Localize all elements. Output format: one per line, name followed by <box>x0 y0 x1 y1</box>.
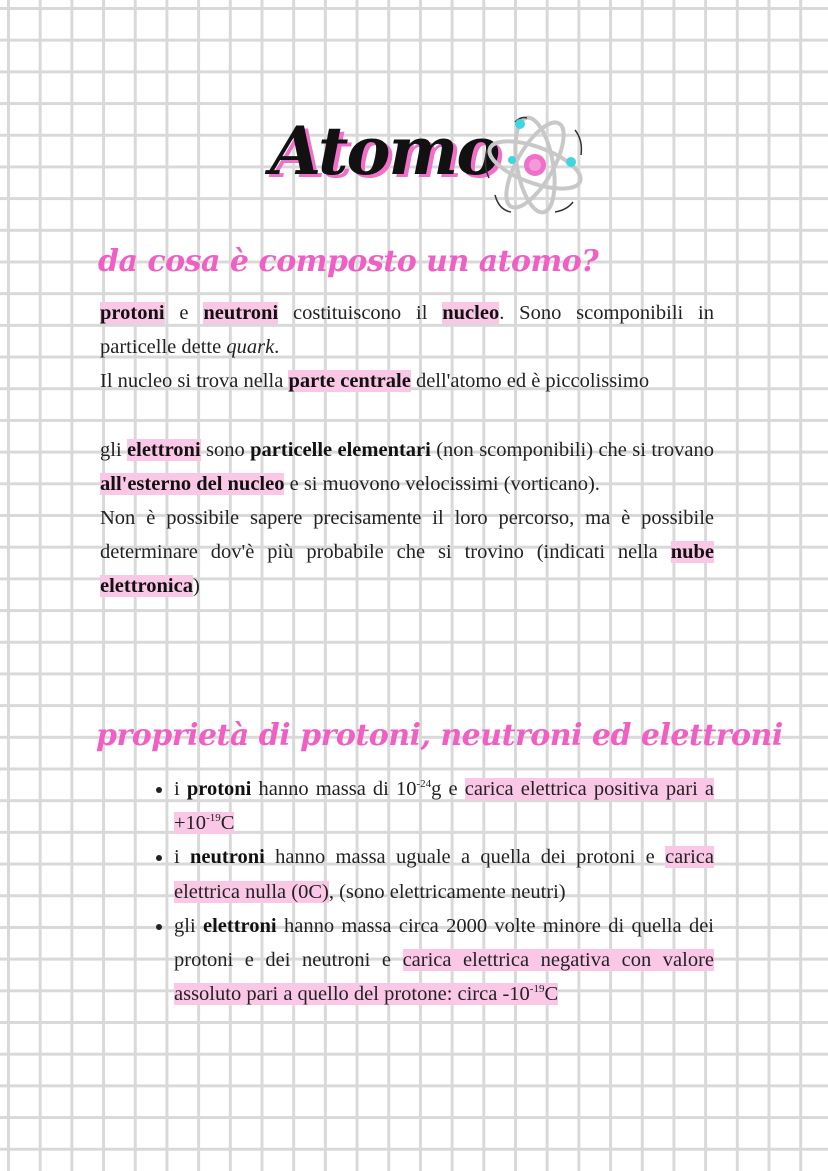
text: (non scomponibili) che si trovano <box>430 438 714 461</box>
term-parte-centrale: parte centrale <box>288 370 411 393</box>
text: , (sono elettricamente neutri) <box>328 880 566 903</box>
section-heading-properties: proprietà di protoni, neutroni ed elettroni <box>96 718 783 753</box>
title-block <box>270 110 600 220</box>
term: neutroni <box>190 846 265 869</box>
list-item-protoni <box>174 772 714 840</box>
text: hanno massa di 10 <box>251 778 417 800</box>
text: ) <box>192 575 200 598</box>
composition-text <box>100 296 714 604</box>
exponent: -24 <box>416 778 432 790</box>
term-quark: quark <box>226 336 275 359</box>
text: hanno massa circa 2000 volte minore di quella dei protoni e dei neutroni e <box>174 914 714 972</box>
properties-list <box>150 772 714 1011</box>
highlight-text: carica elettrica negativa con valore assoluto pari a quello del protone: circa -10 <box>174 949 714 1006</box>
highlight-text: C <box>544 983 559 1006</box>
text: i <box>174 846 191 869</box>
page-title: Atomo <box>270 112 499 190</box>
text: g e <box>431 778 465 800</box>
list-item-neutroni <box>174 840 714 908</box>
term-elettroni: elettroni <box>127 438 201 461</box>
list-item-elettroni <box>174 909 714 1012</box>
text: dell'atomo ed è piccolissimo <box>410 370 650 393</box>
term: protoni <box>186 778 252 800</box>
exponent: -19 <box>529 983 545 996</box>
text: e <box>164 302 204 324</box>
text: sono <box>200 438 251 461</box>
term-neutroni: neutroni <box>203 302 279 324</box>
highlight-text: C <box>220 812 235 835</box>
text: . <box>274 336 280 359</box>
text: gli <box>100 438 128 461</box>
exponent: -19 <box>206 812 221 825</box>
paragraph-nucleus <box>100 296 714 364</box>
term-particelle-elementari: particelle elementari <box>250 438 431 461</box>
text: costituiscono il <box>278 302 443 324</box>
highlight-text: carica elettrica positiva pari a +10 <box>174 778 714 835</box>
term-nucleo: nucleo <box>442 302 500 324</box>
term-nube-elettronica: nube elettronica <box>100 541 714 598</box>
term-esterno-nucleo: all'esterno del nucleo <box>100 472 285 495</box>
section-heading-composition: da cosa è composto un atomo? <box>98 244 599 279</box>
text: e si muovono velocissimi (vorticano). <box>284 472 600 495</box>
text: . Sono scomponibili in particelle dette <box>100 302 714 359</box>
atom-icon <box>475 110 595 220</box>
text: i <box>174 778 187 800</box>
term-protoni: protoni <box>100 302 165 324</box>
highlight-text: carica elettrica nulla (0C) <box>174 846 714 903</box>
paragraph-electrons <box>100 433 714 501</box>
text: gli <box>174 914 203 937</box>
text: Il nucleo si trova nella <box>100 370 289 393</box>
term: elettroni <box>203 914 277 937</box>
paragraph-cloud <box>100 501 714 604</box>
text: hanno massa uguale a quella dei protoni e <box>264 846 666 869</box>
text: Non è possibile sapere precisamente il loro percorso, ma è possibile determinare dov'è più probabile che si trovino (indicati nella <box>100 507 714 564</box>
paragraph-center <box>100 364 714 398</box>
